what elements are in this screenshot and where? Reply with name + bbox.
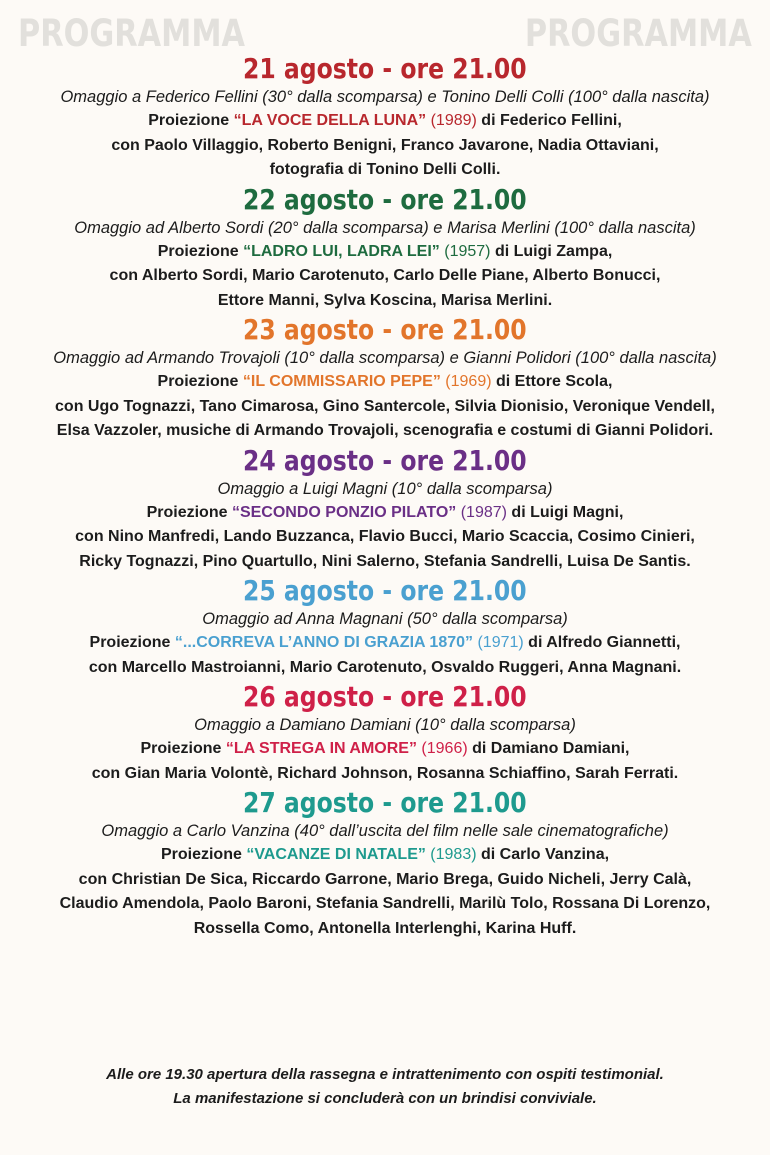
- cast-line: con Nino Manfredi, Lando Buzzanca, Flavio Bucci, Mario Scaccia, Cosimo Cinieri,: [75, 528, 695, 545]
- screening-director: di Damiano Damiani,: [467, 740, 630, 757]
- cast-line: Elsa Vazzoler, musiche di Armando Trovajoli, scenografia e costumi di Gianni Polidori.: [56, 422, 714, 439]
- event-tribute: Omaggio a Damiano Damiani (10° dalla scomparsa): [194, 716, 576, 734]
- event-block: [0, 786, 770, 941]
- event-date: 26 agosto - ore 21.00: [243, 680, 527, 713]
- event-date: 25 agosto - ore 21.00: [243, 574, 527, 607]
- cast-line: con Christian De Sica, Riccardo Garrone, Mario Brega, Guido Nicheli, Jerry Calà,: [78, 870, 692, 888]
- header-programma-left: PROGRAMMA: [18, 12, 246, 55]
- event-tribute: Omaggio ad Alberto Sordi (20° dalla scomparsa) e Marisa Merlini (100° dalla nascita): [74, 218, 696, 237]
- screening-line: [0, 631, 770, 656]
- screening-prefix: Proiezione: [146, 503, 232, 521]
- event-tribute: Omaggio ad Armando Trovajoli (10° dalla scomparsa) e Gianni Polidori (100° dalla nascita): [53, 349, 717, 367]
- cast-line: con Gian Maria Volontè, Richard Johnson, Rosanna Schiaffino, Sarah Ferrati.: [91, 764, 679, 782]
- film-year: (1971): [473, 634, 524, 651]
- film-title: “...CORREVA L’ANNO DI GRAZIA 1870”: [174, 634, 474, 651]
- film-year: (1987): [456, 503, 507, 521]
- screening-director: di Alfredo Giannetti,: [523, 634, 681, 651]
- film-year: (1989): [426, 112, 477, 129]
- screening-prefix: Proiezione: [157, 373, 243, 390]
- cast-line: con Alberto Sordi, Mario Carotenuto, Carlo Delle Piane, Alberto Bonucci,: [109, 267, 661, 284]
- cast-line: Ricky Tognazzi, Pino Quartullo, Nini Salerno, Stefania Sandrelli, Luisa De Santis.: [79, 552, 691, 570]
- header-programma-right: PROGRAMMA: [524, 12, 752, 55]
- film-year: (1983): [425, 846, 477, 863]
- footer-line-opening: Alle ore 19.30 apertura della rassegna e intrattenimento con ospiti testimonial.: [106, 1066, 664, 1083]
- screening-line: [0, 370, 770, 395]
- cast-line: Rossella Como, Antonella Interlenghi, Karina Huff.: [193, 919, 577, 937]
- screening-line: [0, 843, 770, 868]
- event-date: 23 agosto - ore 21.00: [243, 313, 527, 346]
- event-tribute: Omaggio a Luigi Magni (10° dalla scomparsa): [217, 479, 553, 498]
- screening-director: di Carlo Vanzina,: [476, 846, 610, 863]
- screening-director: di Luigi Zampa,: [490, 242, 613, 260]
- footer-line-closing: La manifestazione si concluderà con un brindisi conviviale.: [173, 1090, 597, 1107]
- film-title: “VACANZE DI NATALE”: [246, 846, 426, 863]
- screening-director: di Ettore Scola,: [491, 373, 613, 390]
- event-tribute: Omaggio a Carlo Vanzina (40° dall’uscita del film nelle sale cinematografiche): [101, 822, 669, 840]
- film-year: (1966): [416, 740, 468, 757]
- footer-note: [0, 1063, 770, 1111]
- screening-line: [0, 501, 770, 526]
- event-date: 21 agosto - ore 21.00: [243, 52, 527, 85]
- screening-prefix: Proiezione: [157, 242, 244, 260]
- event-tribute: Omaggio a Federico Fellini (30° dalla scomparsa) e Tonino Delli Colli (100° dalla nascita): [60, 88, 710, 106]
- event-block: [0, 680, 770, 786]
- event-block: [0, 313, 770, 444]
- screening-director: di Luigi Magni,: [506, 503, 624, 521]
- cast-line: con Ugo Tognazzi, Tano Cimarosa, Gino Santercole, Silvia Dionisio, Veronique Vendell,: [55, 397, 715, 415]
- film-title: “IL COMMISSARIO PEPE”: [242, 373, 441, 390]
- event-block: [0, 444, 770, 575]
- event-block: [0, 183, 770, 314]
- screening-line: [0, 737, 770, 762]
- screening-director: di Federico Fellini,: [476, 112, 622, 129]
- event-block: [0, 574, 770, 680]
- event-date: 27 agosto - ore 21.00: [243, 786, 527, 819]
- cast-line: fotografia di Tonino Delli Colli.: [269, 161, 501, 178]
- screening-prefix: Proiezione: [160, 846, 247, 863]
- event-date: 24 agosto - ore 21.00: [243, 443, 527, 477]
- screening-prefix: Proiezione: [89, 634, 175, 651]
- cast-line: con Marcello Mastroianni, Mario Carotenuto, Osvaldo Ruggeri, Anna Magnani.: [88, 658, 682, 676]
- film-title: “SECONDO PONZIO PILATO”: [231, 503, 457, 521]
- film-title: “LA VOCE DELLA LUNA”: [233, 112, 427, 129]
- film-year: (1957): [439, 242, 491, 260]
- cast-line: con Paolo Villaggio, Roberto Benigni, Franco Javarone, Nadia Ottaviani,: [111, 136, 659, 154]
- screening-prefix: Proiezione: [148, 112, 234, 129]
- cast-line: Claudio Amendola, Paolo Baroni, Stefania Sandrelli, Marilù Tolo, Rossana Di Lorenzo,: [59, 895, 711, 912]
- film-title: “LADRO LUI, LADRA LEI”: [243, 242, 440, 260]
- screening-line: [0, 240, 770, 265]
- film-year: (1969): [440, 373, 492, 390]
- screening-line: [0, 109, 770, 134]
- cast-line: Ettore Manni, Sylva Koscina, Marisa Merlini.: [217, 291, 553, 309]
- event-block: [0, 52, 770, 183]
- program-list: [0, 52, 770, 941]
- event-date: 22 agosto - ore 21.00: [243, 182, 527, 216]
- screening-prefix: Proiezione: [140, 740, 226, 757]
- event-tribute: Omaggio ad Anna Magnani (50° dalla scomparsa): [202, 610, 568, 628]
- film-title: “LA STREGA IN AMORE”: [225, 740, 417, 757]
